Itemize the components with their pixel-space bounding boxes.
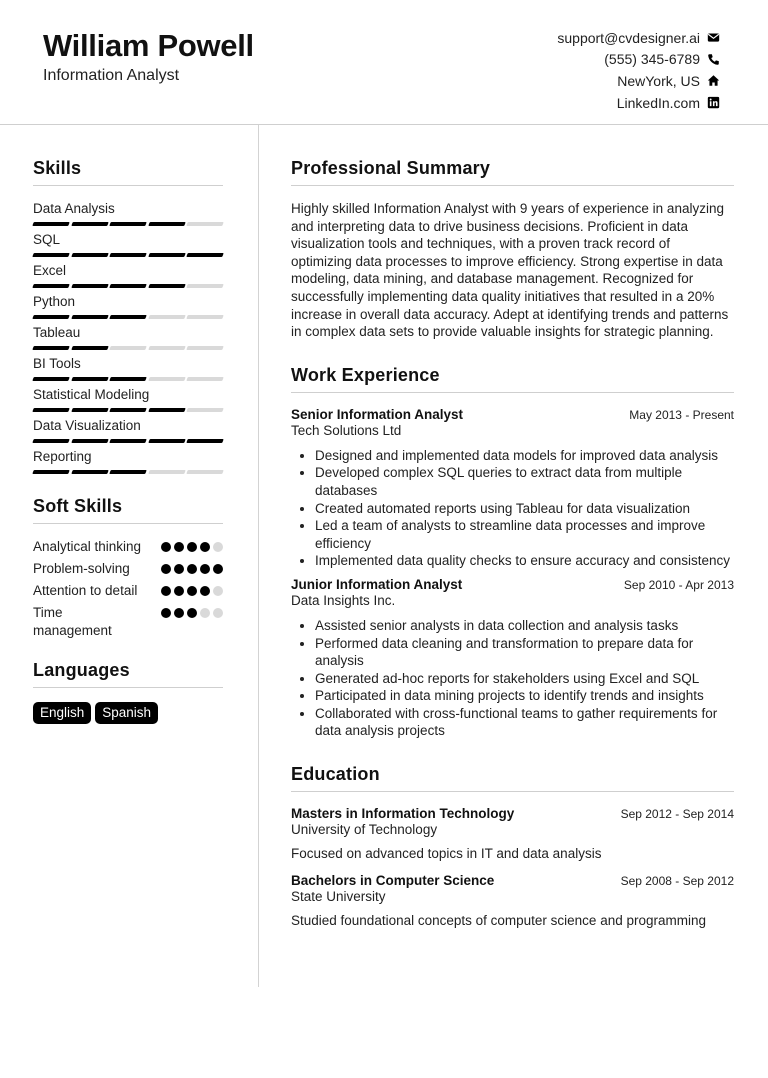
skill-name: Data Analysis — [33, 201, 115, 216]
skill-level-segment — [187, 470, 224, 474]
education-entry — [291, 806, 734, 861]
skill-level-segment — [148, 315, 185, 319]
job-bullet: • Developed complex SQL queries to extract data from multiple databases — [315, 464, 734, 499]
education-degree: Masters in Information Technology — [291, 806, 515, 822]
skill-level-segment — [187, 408, 224, 412]
skill-level-bar — [33, 346, 223, 350]
contact-email[interactable] — [557, 27, 720, 49]
skill-level-segment — [71, 470, 108, 474]
skill-level-segment — [148, 408, 185, 412]
language-tags — [33, 702, 223, 724]
skills-section — [33, 158, 223, 474]
candidate-name: William Powell — [43, 28, 254, 63]
job-bullet: • Participated in data mining projects to identify trends and insights — [315, 687, 734, 705]
rating-dot — [213, 542, 223, 552]
skill-level-segment — [71, 284, 108, 288]
skill-level-segment — [109, 377, 146, 381]
rating-dot — [161, 564, 171, 574]
rating-dot — [213, 608, 223, 618]
skill-level-segment — [148, 439, 185, 443]
contact-location — [557, 70, 720, 92]
rating-dot — [174, 586, 184, 596]
candidate-title: Information Analyst — [43, 67, 180, 84]
skill-name: Reporting — [33, 449, 92, 464]
skill-level-segment — [32, 222, 69, 226]
skill-level-segment — [71, 222, 108, 226]
languages-section — [33, 660, 223, 724]
skill-item — [33, 200, 223, 226]
rating-dot — [174, 608, 184, 618]
rating-dot — [187, 608, 197, 618]
rating-dot — [161, 586, 171, 596]
skill-level-segment — [148, 222, 185, 226]
skills-list — [33, 200, 223, 474]
rating-dot — [161, 608, 171, 618]
job-entry — [291, 407, 734, 570]
skill-item — [33, 293, 223, 319]
skill-level-segment — [32, 346, 69, 350]
skill-level-bar — [33, 439, 223, 443]
contact-phone-text: (555) 345-6789 — [604, 51, 700, 68]
skill-level-segment — [109, 408, 146, 412]
job-role: Senior Information Analyst — [291, 406, 464, 422]
contact-phone[interactable] — [557, 49, 720, 71]
skill-level-segment — [109, 222, 146, 226]
education-date: Sep 2008 - Sep 2012 — [620, 874, 734, 889]
skill-level-segment — [32, 439, 69, 443]
right-column — [291, 158, 734, 928]
skill-level-segment — [187, 253, 224, 257]
education-school: State University — [291, 889, 386, 905]
job-date: Sep 2010 - Apr 2013 — [623, 577, 734, 592]
soft-skill-item — [33, 604, 223, 640]
skill-item — [33, 324, 223, 350]
skill-level-bar — [33, 222, 223, 226]
job-bullet: • Designed and implemented data models for improved data analysis — [315, 447, 734, 465]
skill-level-segment — [148, 470, 185, 474]
skill-level-segment — [109, 346, 146, 350]
skill-level-segment — [32, 253, 69, 257]
skill-level-segment — [148, 377, 185, 381]
skill-level-segment — [187, 315, 224, 319]
skill-name: Statistical Modeling — [33, 387, 150, 402]
soft-skill-rating — [161, 564, 223, 574]
job-bullet: • Performed data cleaning and transformation to prepare data for analysis — [315, 635, 734, 670]
skills-title: Skills — [33, 158, 223, 186]
soft-skill-name: Problem-solving — [33, 561, 130, 576]
skill-level-segment — [32, 284, 69, 288]
rating-dot — [200, 564, 210, 574]
skill-level-segment — [109, 315, 146, 319]
linkedin-icon — [707, 96, 720, 109]
skill-name: Python — [33, 294, 76, 309]
skill-name: Tableau — [33, 325, 81, 340]
rating-dot — [174, 564, 184, 574]
rating-dot — [187, 586, 197, 596]
contact-location-text: NewYork, US — [617, 72, 700, 89]
soft-skills-list — [33, 538, 223, 640]
skill-level-segment — [71, 346, 108, 350]
soft-skill-name: Analytical thinking — [33, 539, 142, 554]
rating-dot — [200, 608, 210, 618]
job-date: May 2013 - Present — [629, 407, 734, 422]
skill-level-segment — [187, 222, 224, 226]
language-tag: English — [33, 702, 91, 724]
education-section — [291, 764, 734, 928]
language-tag: Spanish — [95, 702, 158, 724]
soft-skill-item — [33, 560, 223, 578]
skill-level-segment — [71, 253, 108, 257]
skill-item — [33, 448, 223, 474]
skill-level-segment — [148, 346, 185, 350]
soft-skill-rating — [161, 608, 223, 618]
job-entry — [291, 577, 734, 740]
education-entry — [291, 873, 734, 928]
column-divider — [258, 125, 259, 987]
skill-level-segment — [187, 284, 224, 288]
job-bullet: • Generated ad-hoc reports for stakeholders using Excel and SQL — [315, 670, 734, 688]
soft-skills-title: Soft Skills — [33, 496, 223, 524]
job-bullets — [315, 447, 734, 570]
skill-level-segment — [187, 377, 224, 381]
job-bullet: • Led a team of analysts to streamline data processes and improve efficiency — [315, 517, 734, 552]
job-company: Data Insights Inc. — [291, 592, 396, 608]
left-column — [33, 158, 223, 724]
skill-level-segment — [71, 377, 108, 381]
soft-skill-item — [33, 582, 223, 600]
skill-level-segment — [32, 377, 69, 381]
education-description: Focused on advanced topics in IT and data analysis — [291, 846, 602, 862]
experience-title: Work Experience — [291, 365, 734, 393]
skill-level-segment — [148, 284, 185, 288]
skill-item — [33, 386, 223, 412]
skill-level-segment — [187, 346, 224, 350]
education-school: University of Technology — [291, 822, 438, 838]
skill-level-bar — [33, 315, 223, 319]
soft-skill-item — [33, 538, 223, 556]
rating-dot — [187, 542, 197, 552]
soft-skill-rating — [161, 586, 223, 596]
contact-email-text: support@cvdesigner.ai — [557, 29, 700, 46]
skill-item — [33, 417, 223, 443]
skill-level-bar — [33, 377, 223, 381]
summary-text: Highly skilled Information Analyst with 9 years of experience in analyzing and interpreting data to drive business decisions. Proficient in data visualization tools and techniques, with a proven track record of optimizing data processes to improve efficiency. Strong expertise in data modeling, data mining, and database management. Recognized for successfully implementing data quality initiatives that resulted in a 20% increase in overall data accuracy. Adept at identifying trends and patterns in complex data sets to provide valuable insights for strategic planning. — [291, 201, 729, 340]
contact-linkedin-text: LinkedIn.com — [616, 94, 700, 111]
skill-item — [33, 355, 223, 381]
skill-level-segment — [109, 470, 146, 474]
rating-dot — [174, 542, 184, 552]
rating-dot — [187, 564, 197, 574]
job-bullet: • Assisted senior analysts in data collection and analysis tasks — [315, 617, 734, 635]
skill-level-bar — [33, 253, 223, 257]
job-role: Junior Information Analyst — [291, 576, 463, 592]
skill-level-segment — [109, 284, 146, 288]
skill-level-segment — [109, 253, 146, 257]
soft-skill-name: Time management — [33, 605, 112, 638]
skill-level-segment — [187, 439, 224, 443]
job-bullet: • Implemented data quality checks to ensure accuracy and consistency — [315, 552, 734, 570]
skill-level-bar — [33, 284, 223, 288]
job-company: Tech Solutions Ltd — [291, 422, 402, 438]
skill-item — [33, 231, 223, 257]
skill-level-segment — [109, 439, 146, 443]
skill-name: SQL — [33, 232, 61, 247]
home-icon — [707, 74, 720, 87]
rating-dot — [213, 586, 223, 596]
skill-name: Data Visualization — [33, 418, 141, 433]
soft-skill-rating — [161, 542, 223, 552]
summary-title: Professional Summary — [291, 158, 734, 186]
contact-linkedin[interactable] — [557, 92, 720, 114]
rating-dot — [161, 542, 171, 552]
skill-level-segment — [32, 408, 69, 412]
rating-dot — [200, 542, 210, 552]
resume-header — [0, 0, 768, 125]
skill-name: Excel — [33, 263, 67, 278]
education-title: Education — [291, 764, 734, 792]
rating-dot — [213, 564, 223, 574]
summary-section — [291, 158, 734, 341]
job-bullets — [315, 617, 734, 740]
job-bullet: • Collaborated with cross-functional teams to gather requirements for data analysis projects — [315, 705, 734, 740]
skill-item — [33, 262, 223, 288]
experience-section — [291, 365, 734, 740]
skill-name: BI Tools — [33, 356, 81, 371]
skill-level-segment — [32, 470, 69, 474]
education-description: Studied foundational concepts of computer science and programming — [291, 913, 706, 929]
skill-level-bar — [33, 470, 223, 474]
envelope-icon — [707, 31, 720, 44]
job-bullet: • Created automated reports using Tableau for data visualization — [315, 500, 734, 518]
skill-level-bar — [33, 408, 223, 412]
phone-icon — [707, 53, 720, 66]
skill-level-segment — [32, 315, 69, 319]
soft-skills-section — [33, 496, 223, 640]
skill-level-segment — [71, 439, 108, 443]
languages-title: Languages — [33, 660, 223, 688]
education-date: Sep 2012 - Sep 2014 — [620, 807, 734, 822]
skill-level-segment — [148, 253, 185, 257]
rating-dot — [200, 586, 210, 596]
education-degree: Bachelors in Computer Science — [291, 873, 495, 889]
contact-list — [557, 27, 720, 113]
skill-level-segment — [71, 315, 108, 319]
skill-level-segment — [71, 408, 108, 412]
soft-skill-name: Attention to detail — [33, 583, 138, 598]
